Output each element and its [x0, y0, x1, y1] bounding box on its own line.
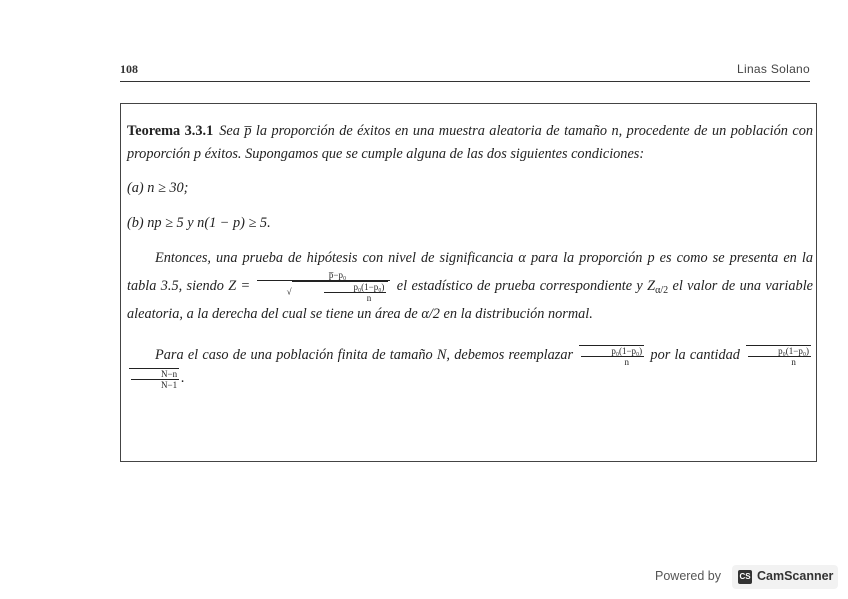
fraction-b: [746, 345, 811, 367]
condition-a: (a) n ≥ 30;: [127, 180, 189, 196]
fraction-b-numerator: p₀(1−p₀): [748, 346, 811, 357]
para2-tail: el valor de una variable aleatoria, a la derecha del cual se tiene un área de α/2 en la distribución normal.: [127, 277, 814, 322]
camscanner-logo-icon: CS: [738, 570, 752, 584]
fraction-c-denominator: N−1: [161, 379, 178, 390]
para3-mid: por la cantidad: [650, 347, 740, 363]
z-inner-numerator: p₀(1−p₀): [324, 282, 387, 293]
para2-end: el estadístico de prueba correspondiente y Z: [396, 277, 656, 294]
brand-name: CamScanner: [757, 569, 834, 583]
theorem-box: [120, 103, 817, 462]
fraction-c: [129, 368, 179, 390]
condition-b: (b) np ≥ 5 y n(1 − p) ≥ 5.: [127, 215, 271, 231]
theorem-title: Teorema 3.3.1: [127, 123, 214, 139]
theorem-statement: [127, 120, 813, 166]
page-header: [120, 62, 810, 78]
fraction-c-numerator: N−n: [131, 369, 179, 380]
scanner-watermark: [650, 565, 840, 589]
theorem-content: [127, 120, 813, 390]
powered-by-text: Powered by: [655, 569, 722, 583]
z-statistic-fraction: [257, 270, 391, 303]
fraction-a: [579, 345, 644, 367]
camscanner-badge: [732, 565, 838, 589]
fraction-a-numerator: p₀(1−p₀): [581, 346, 644, 357]
running-author: Linas Solano: [737, 62, 810, 76]
test-paragraph: [127, 247, 813, 326]
page-number: 108: [120, 62, 138, 76]
fraction-a-denominator: n: [624, 356, 629, 367]
z-denominator: √ $\frac{\text{p₀(1−p₀)}}{n}$: [257, 281, 391, 303]
para3-end: .: [181, 370, 185, 386]
z-inner-fraction: [324, 282, 387, 303]
para3-start: Para el caso de una población finita de tamaño N, debemos reemplazar: [155, 347, 574, 363]
para2-start: Entonces, una prueba de hipótesis con nivel de significancia α para la proporción p es como se presenta en la tabla 3.5, siendo Z =: [127, 250, 813, 294]
finite-population-paragraph: [127, 344, 813, 390]
alpha-subscript: α/2: [655, 284, 669, 296]
z-inner-denominator: n: [366, 293, 372, 303]
header-rule: [120, 81, 810, 82]
z-numerator: p̅−p₀: [257, 270, 391, 281]
statement-text: Sea p̅ la proporción de éxitos en una muestra aleatoria de tamaño n, procedente de un población con proporción p éxitos. Supongamos que se cumple alguna de las dos siguientes condiciones:: [127, 123, 813, 162]
fraction-b-denominator: n: [791, 356, 796, 367]
